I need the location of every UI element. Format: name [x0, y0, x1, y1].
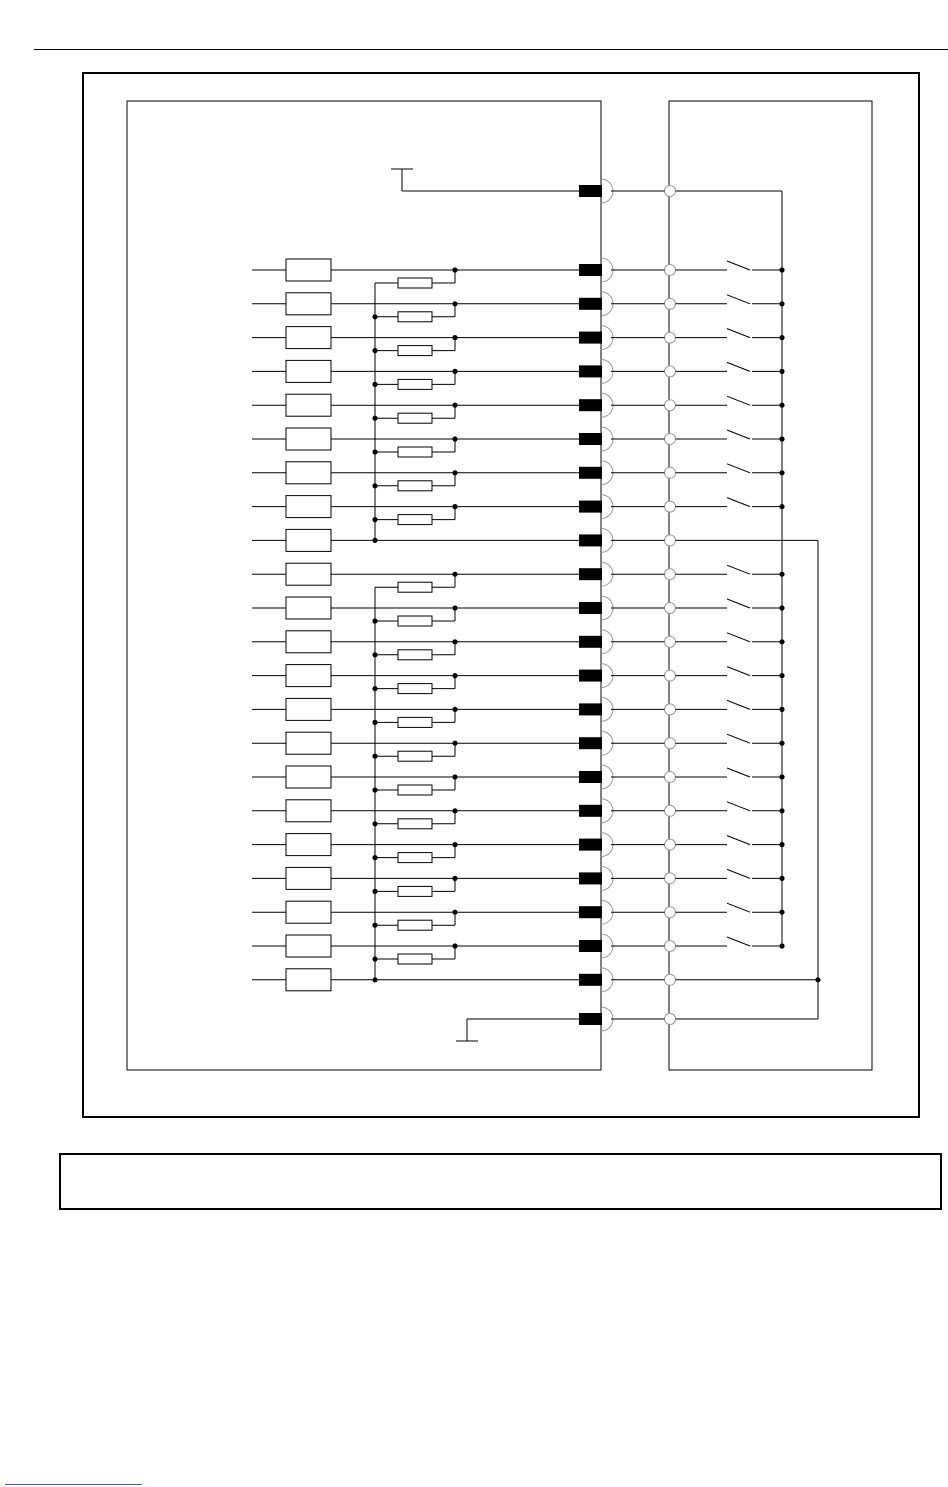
terminal-circle — [665, 298, 676, 309]
switch-contact — [727, 464, 750, 473]
optocoupler-block — [286, 834, 331, 856]
switch-contact — [727, 565, 750, 574]
pull-resistor — [398, 481, 432, 491]
connector-pin — [579, 602, 602, 614]
terminal-circle — [665, 974, 676, 985]
optocoupler-block — [286, 698, 331, 720]
pull-resistor — [398, 447, 432, 457]
pull-resistor — [398, 312, 432, 322]
pull-resistor — [398, 684, 432, 694]
optocoupler-block — [286, 766, 331, 788]
switch-contact — [727, 869, 750, 878]
optocoupler-block — [286, 496, 331, 518]
junction-dot — [372, 416, 377, 421]
pull-resistor — [398, 853, 432, 863]
switch-contact — [727, 802, 750, 811]
connector-pin — [579, 501, 602, 513]
connector-pin — [579, 365, 602, 377]
junction-dot — [372, 855, 377, 860]
pull-resistor — [398, 379, 432, 389]
optocoupler-block — [286, 901, 331, 923]
optocoupler-block — [286, 428, 331, 450]
optocoupler-block — [286, 631, 331, 653]
switch-contact — [727, 261, 750, 270]
optocoupler-block — [286, 259, 331, 281]
connector-pin — [579, 940, 602, 952]
pull-resistor — [398, 819, 432, 829]
switch-contact — [727, 633, 750, 642]
optocoupler-block — [286, 665, 331, 687]
pull-resistor — [398, 717, 432, 727]
junction-dot — [372, 977, 377, 982]
terminal-circle — [665, 839, 676, 850]
junction-dot — [372, 618, 377, 623]
terminal-board-box — [669, 101, 872, 1070]
connector-pin — [579, 703, 602, 715]
connector-pin — [579, 771, 602, 783]
terminal-circle — [665, 569, 676, 580]
optocoupler-block — [286, 529, 331, 551]
terminal-circle — [665, 434, 676, 445]
junction-dot — [372, 348, 377, 353]
pull-resistor — [398, 650, 432, 660]
connector-pin — [579, 805, 602, 817]
terminal-circle — [665, 1014, 676, 1025]
terminal-circle — [665, 670, 676, 681]
junction-dot — [372, 686, 377, 691]
terminal-circle — [665, 738, 676, 749]
pull-resistor — [398, 751, 432, 761]
pull-resistor — [398, 785, 432, 795]
pull-resistor — [398, 886, 432, 896]
connector-pin — [579, 433, 602, 445]
optocoupler-block — [286, 800, 331, 822]
switch-contact — [727, 734, 750, 743]
terminal-circle — [665, 467, 676, 478]
terminal-circle — [665, 772, 676, 783]
optocoupler-block — [286, 935, 331, 957]
wire-layer — [252, 169, 821, 1041]
switch-contact — [727, 700, 750, 709]
terminal-circle — [665, 636, 676, 647]
pull-resistor — [398, 582, 432, 592]
optocoupler-block — [286, 360, 331, 382]
pull-resistor — [398, 413, 432, 423]
connector-pin — [579, 264, 602, 276]
connector-pin — [579, 534, 602, 546]
switch-contact — [727, 498, 750, 507]
switch-contact — [727, 362, 750, 371]
terminal-circle — [665, 265, 676, 276]
switch-contact — [727, 836, 750, 845]
terminal-circle — [665, 535, 676, 546]
connector-pin — [579, 568, 602, 580]
junction-dot — [372, 483, 377, 488]
junction-dot — [372, 652, 377, 657]
terminal-circle — [665, 873, 676, 884]
terminal-circle — [665, 186, 676, 197]
connector-pin — [579, 185, 602, 197]
optocoupler-block — [286, 867, 331, 889]
optocoupler-block — [286, 293, 331, 315]
junction-dot — [372, 538, 377, 543]
junction-dot — [372, 720, 377, 725]
junction-dot — [372, 314, 377, 319]
connector-pin — [579, 636, 602, 648]
terminal-circle — [665, 332, 676, 343]
pull-resistor — [398, 920, 432, 930]
junction-dot — [372, 956, 377, 961]
connector-pin — [579, 332, 602, 344]
switch-contact — [727, 768, 750, 777]
connector-pin — [579, 298, 602, 310]
switch-contact — [727, 903, 750, 912]
connector-pin — [579, 839, 602, 851]
junction-dot — [815, 977, 820, 982]
terminal-circle — [665, 704, 676, 715]
terminal-circle — [665, 805, 676, 816]
optocoupler-block — [286, 394, 331, 416]
connector-pin — [579, 737, 602, 749]
junction-dot — [372, 382, 377, 387]
pull-resistor — [398, 616, 432, 626]
pull-resistor — [398, 515, 432, 525]
optocoupler-block — [286, 563, 331, 585]
connector-pin — [579, 974, 602, 986]
figure-caption-box — [59, 1153, 942, 1210]
footer-link-rule — [5, 1484, 142, 1485]
switch-contact — [727, 430, 750, 439]
junction-dot — [372, 821, 377, 826]
terminal-circle — [665, 603, 676, 614]
optocoupler-block — [286, 597, 331, 619]
junction-dot — [372, 449, 377, 454]
switch-contact — [727, 667, 750, 676]
switch-contact — [727, 295, 750, 304]
optocoupler-block — [286, 732, 331, 754]
pull-resistor — [398, 954, 432, 964]
junction-dot — [372, 754, 377, 759]
connector-pin — [579, 1013, 602, 1025]
terminal-circle — [665, 907, 676, 918]
switch-contact — [727, 396, 750, 405]
junction-dot — [372, 787, 377, 792]
terminal-circle — [665, 366, 676, 377]
connector-pin — [579, 467, 602, 479]
switch-contact — [727, 599, 750, 608]
terminal-circle — [665, 400, 676, 411]
junction-dot — [372, 923, 377, 928]
connector-pin — [579, 906, 602, 918]
pull-resistor — [398, 346, 432, 356]
connector-pin — [579, 670, 602, 682]
terminal-circle — [665, 941, 676, 952]
optocoupler-block — [286, 327, 331, 349]
switch-contact — [727, 329, 750, 338]
junction-dot — [372, 517, 377, 522]
connector-pin — [579, 872, 602, 884]
switch-contact — [727, 937, 750, 946]
pull-resistor — [398, 278, 432, 288]
optocoupler-block — [286, 462, 331, 484]
optocoupler-block — [286, 969, 331, 991]
controller-module-box — [127, 101, 601, 1070]
terminal-circle — [665, 501, 676, 512]
connector-pin — [579, 399, 602, 411]
junction-dot — [372, 889, 377, 894]
